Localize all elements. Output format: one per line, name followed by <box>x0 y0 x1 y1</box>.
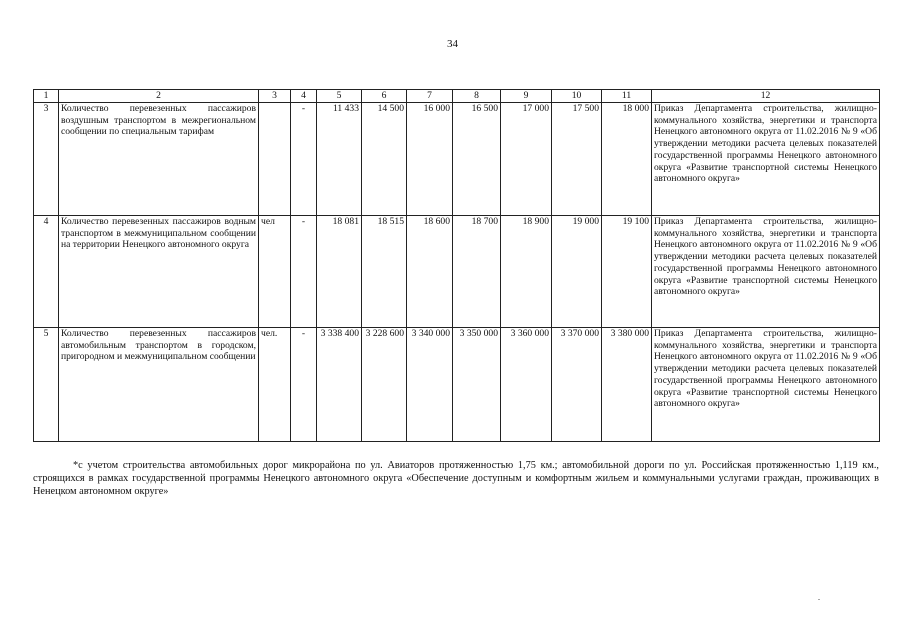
indicator-name: Количество перевезенных пассажиров автомобильным транспортом в городском, пригородном и межмуниципальном сообщении <box>59 328 259 442</box>
column-header: 7 <box>407 90 453 103</box>
value-cell: 18 600 <box>407 216 453 328</box>
page-number: 34 <box>447 38 458 50</box>
value-cell: 11 433 <box>317 103 362 216</box>
value-cell: 3 228 600 <box>362 328 407 442</box>
value-cell: 3 340 000 <box>407 328 453 442</box>
row-number: 4 <box>34 216 59 328</box>
row-number: 5 <box>34 328 59 442</box>
value-cell: 18 900 <box>501 216 552 328</box>
column-header: 10 <box>552 90 602 103</box>
table-row <box>34 328 880 442</box>
footnote: *с учетом строительства автомобильных дорог микрорайона по ул. Авиаторов протяженностью 1,75 км.; автомобильной дороги по ул. Российская протяженностью 1,119 км., строящихся в рамках государственной программы Ненецкого автономного округа «Обеспечение доступным и комфортным жильем и коммунальными услугами граждан, проживающих в Ненецком автономном округе» <box>33 460 879 497</box>
column-header: 4 <box>291 90 317 103</box>
value-cell: 18 700 <box>453 216 501 328</box>
column-header: 8 <box>453 90 501 103</box>
base-value-cell: - <box>291 216 317 328</box>
column-header: 9 <box>501 90 552 103</box>
indicator-name: Количество перевезенных пассажиров воздушным транспортом в межрегиональном сообщении по специальным тарифам <box>59 103 259 216</box>
value-cell: 3 350 000 <box>453 328 501 442</box>
value-cell: 14 500 <box>362 103 407 216</box>
column-header: 1 <box>34 90 59 103</box>
indicators-table <box>33 89 880 442</box>
value-cell: 17 000 <box>501 103 552 216</box>
source-document: Приказ Департамента строительства, жилищно-коммунального хозяйства, энергетики и транспорта Ненецкого автономного округа от 11.02.2016 № 9 «Об утверждении методики расчета целевых показателей государственной программы Ненецкого автономного округа «Развитие транспортной системы Ненецкого автономного округа» <box>652 328 880 442</box>
value-cell: 18 000 <box>602 103 652 216</box>
value-cell: 16 500 <box>453 103 501 216</box>
column-header: 5 <box>317 90 362 103</box>
column-header: 6 <box>362 90 407 103</box>
indicator-name: Количество перевезенных пассажиров водным транспортом в межмуниципальном сообщении на территории Ненецкого автономного округа <box>59 216 259 328</box>
value-cell: 17 500 <box>552 103 602 216</box>
value-cell: 19 100 <box>602 216 652 328</box>
unit-cell: чел. <box>259 328 291 442</box>
table-row <box>34 216 880 328</box>
base-value-cell: - <box>291 103 317 216</box>
value-cell: 18 515 <box>362 216 407 328</box>
value-cell: 18 081 <box>317 216 362 328</box>
row-number: 3 <box>34 103 59 216</box>
unit-cell: чел <box>259 216 291 328</box>
value-cell: 3 360 000 <box>501 328 552 442</box>
source-document: Приказ Департамента строительства, жилищно-коммунального хозяйства, энергетики и транспорта Ненецкого автономного округа от 11.02.2016 № 9 «Об утверждении методики расчета целевых показателей государственной программы Ненецкого автономного округа «Развитие транспортной системы Ненецкого автономного округа» <box>652 103 880 216</box>
table-header-row <box>34 90 880 103</box>
value-cell: 19 000 <box>552 216 602 328</box>
value-cell: 16 000 <box>407 103 453 216</box>
unit-cell <box>259 103 291 216</box>
column-header: 11 <box>602 90 652 103</box>
column-header: 3 <box>259 90 291 103</box>
value-cell: 3 338 400 <box>317 328 362 442</box>
table-row <box>34 103 880 216</box>
source-document: Приказ Департамента строительства, жилищно-коммунального хозяйства, энергетики и транспорта Ненецкого автономного округа от 11.02.2016 № 9 «Об утверждении методики расчета целевых показателей государственной программы Ненецкого автономного округа «Развитие транспортной системы Ненецкого автономного округа» <box>652 216 880 328</box>
column-header: 12 <box>652 90 880 103</box>
base-value-cell: - <box>291 328 317 442</box>
value-cell: 3 380 000 <box>602 328 652 442</box>
value-cell: 3 370 000 <box>552 328 602 442</box>
column-header: 2 <box>59 90 259 103</box>
corner-mark: . <box>818 593 820 602</box>
